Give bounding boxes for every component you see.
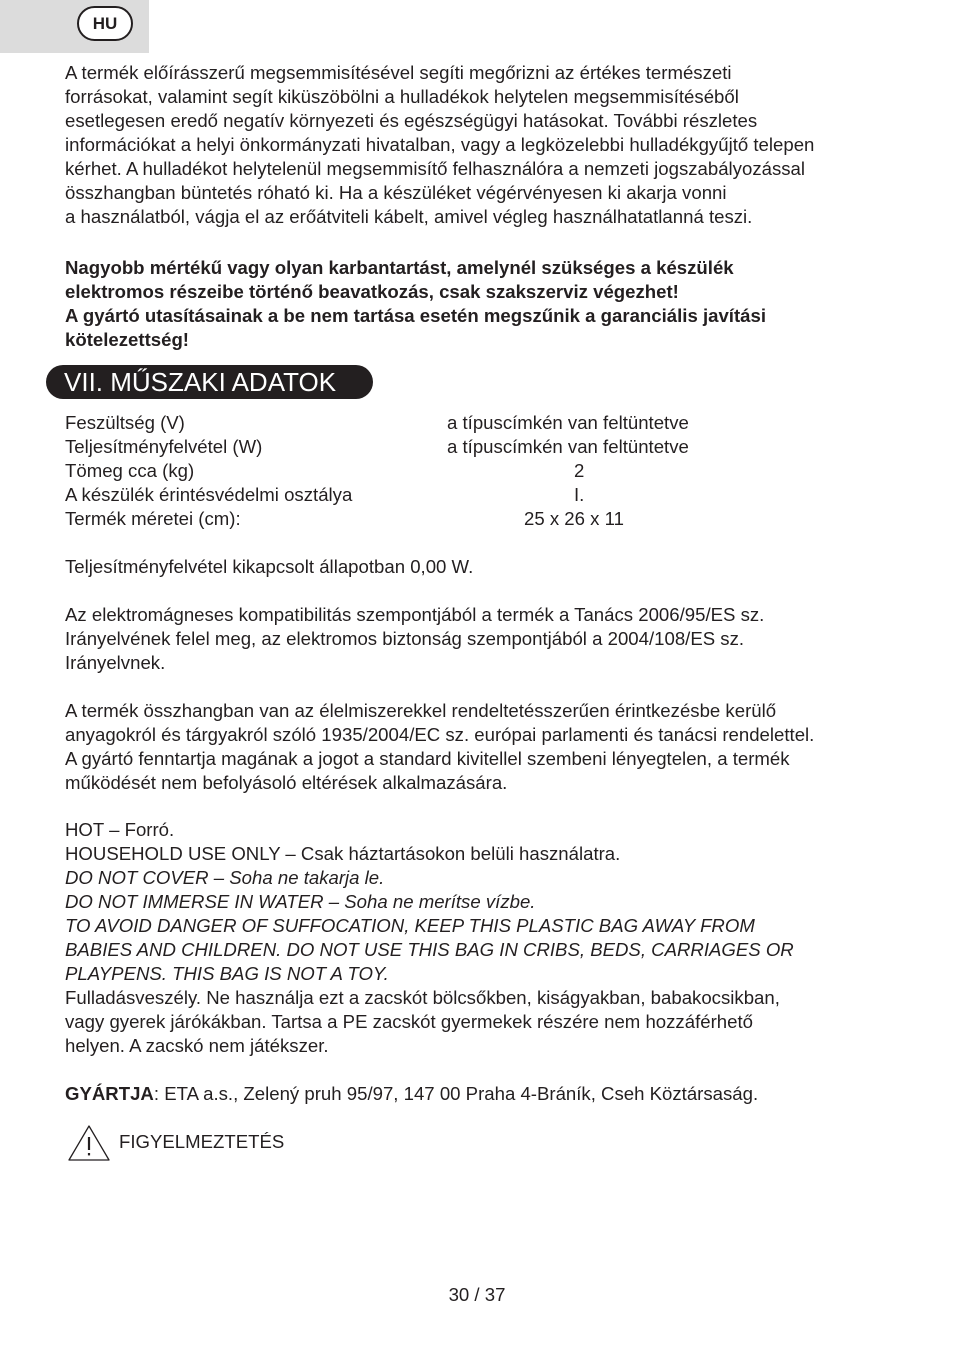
- emc-paragraph: [65, 603, 895, 675]
- text-line: A termék összhangban van az élelmiszerekkel rendeltetésszerűen érintkezésbe kerülő: [65, 700, 777, 721]
- section-heading: VII. MŰSZAKI ADATOK: [46, 365, 373, 399]
- food-contact-paragraph: [65, 699, 895, 795]
- manufacturer-line: [65, 1082, 895, 1106]
- spec-row: [65, 483, 765, 507]
- disposal-paragraph: [65, 61, 895, 229]
- text-line: Teljesítményfelvétel kikapcsolt állapotban 0,00 W.: [65, 556, 474, 577]
- suffocation-warning-hu: vagy gyerek járókákban. Tartsa a PE zacskót gyermekek részére nem hozzáférhető: [65, 1011, 753, 1032]
- text-line: forrásokat, valamint segít kiküszöbölni a hulladékok helytelen megsemmisítéséből: [65, 86, 739, 107]
- spec-row: [65, 459, 765, 483]
- spec-label: Termék méretei (cm):: [65, 508, 241, 529]
- suffocation-warning-en: PLAYPENS. THIS BAG IS NOT A TOY.: [65, 963, 389, 984]
- labels-paragraph: [65, 818, 895, 1058]
- suffocation-warning-en: TO AVOID DANGER OF SUFFOCATION, KEEP THIS PLASTIC BAG AWAY FROM: [65, 915, 755, 936]
- text-line: esetlegesen eredő negatív környezeti és egészségügyi hatásokat. További részletes: [65, 110, 758, 131]
- spec-label: Teljesítményfelvétel (W): [65, 436, 263, 457]
- do-not-cover-label: DO NOT COVER – Soha ne takarja le.: [65, 867, 385, 888]
- warning-row: [67, 1123, 467, 1163]
- spec-label: Feszültség (V): [65, 412, 185, 433]
- text-line: kötelezettség!: [65, 329, 189, 350]
- spec-label: Tömeg cca (kg): [65, 460, 195, 481]
- text-line: A gyártó utasításainak a be nem tartása esetén megszűnik a garanciális javítási: [65, 305, 767, 326]
- suffocation-warning-en: BABIES AND CHILDREN. DO NOT USE THIS BAG IN CRIBS, BEDS, CARRIAGES OR: [65, 939, 794, 960]
- do-not-immerse-label: DO NOT IMMERSE IN WATER – Soha ne merítse vízbe.: [65, 891, 536, 912]
- language-tab: [0, 0, 149, 53]
- standby-paragraph: [65, 555, 895, 579]
- suffocation-warning-hu: helyen. A zacskó nem játékszer.: [65, 1035, 329, 1056]
- spec-row: [65, 435, 765, 459]
- text-line: Nagyobb mértékű vagy olyan karbantartást, amelynél szükséges a készülék: [65, 257, 734, 278]
- manufacturer-address: : ETA a.s., Zelený pruh 95/97, 147 00 Praha 4-Bráník, Cseh Köztársaság.: [153, 1083, 759, 1104]
- text-line: Irányelvének felel meg, az elektromos biztonság szempontjából a 2004/108/ES sz.: [65, 628, 745, 649]
- spec-value: 2: [574, 460, 585, 481]
- manufacturer-text: [65, 1082, 895, 1106]
- spec-row: [65, 507, 765, 531]
- text-line: a használatból, vágja el az erőátviteli kábelt, amivel végleg használhatatlanná teszi.: [65, 206, 753, 227]
- text-line: anyagokról és tárgyakról szóló 1935/2004/EC sz. európai parlamenti és tanácsi rendelettel.: [65, 724, 815, 745]
- warning-label: FIGYELMEZTETÉS: [119, 1131, 285, 1152]
- household-label: HOUSEHOLD USE ONLY – Csak háztartásokon belüli használatra.: [65, 843, 621, 864]
- text-line: A termék előírásszerű megsemmisítésével segíti megőrizni az értékes természeti: [65, 62, 732, 83]
- text-line: kérhet. A hulladékot helytelenül megsemmisítő felhasználóra a nemzeti jogszabályozással: [65, 158, 806, 179]
- spec-value: 25 x 26 x 11: [524, 508, 624, 529]
- warning-triangle-icon: [67, 1123, 111, 1163]
- text-line: működését nem befolyásoló eltérések alkalmazására.: [65, 772, 508, 793]
- spec-value: I.: [574, 484, 585, 505]
- suffocation-warning-hu: Fulladásveszély. Ne használja ezt a zacskót bölcsőkben, kiságyakban, babakocsikban,: [65, 987, 780, 1008]
- language-badge: HU: [77, 6, 133, 41]
- hot-label: HOT – Forró.: [65, 819, 175, 840]
- page-number: 30 / 37: [448, 1284, 506, 1305]
- spec-value: a típuscímkén van feltüntetve: [447, 412, 689, 433]
- service-notice: [65, 256, 895, 352]
- text-line: Irányelvnek.: [65, 652, 166, 673]
- spec-value: a típuscímkén van feltüntetve: [447, 436, 689, 457]
- spec-row: [65, 411, 765, 435]
- text-line: Az elektromágneses kompatibilitás szempontjából a termék a Tanács 2006/95/ES sz.: [65, 604, 765, 625]
- text-line: elektromos részeibe történő beavatkozás, csak szakszerviz végezhet!: [65, 281, 679, 302]
- manufacturer-label: GYÁRTJA: [65, 1083, 154, 1104]
- text-line: összhangban büntetés róható ki. Ha a készüléket végérvényesen ki akarja vonni: [65, 182, 727, 203]
- spec-label: A készülék érintésvédelmi osztálya: [65, 484, 353, 505]
- text-line: információkat a helyi önkormányzati hivatalban, vagy a legközelebbi hulladékgyűjtő telepen: [65, 134, 815, 155]
- text-line: A gyártó fenntartja magának a jogot a standard kivitellel szembeni lényegtelen, a termék: [65, 748, 790, 769]
